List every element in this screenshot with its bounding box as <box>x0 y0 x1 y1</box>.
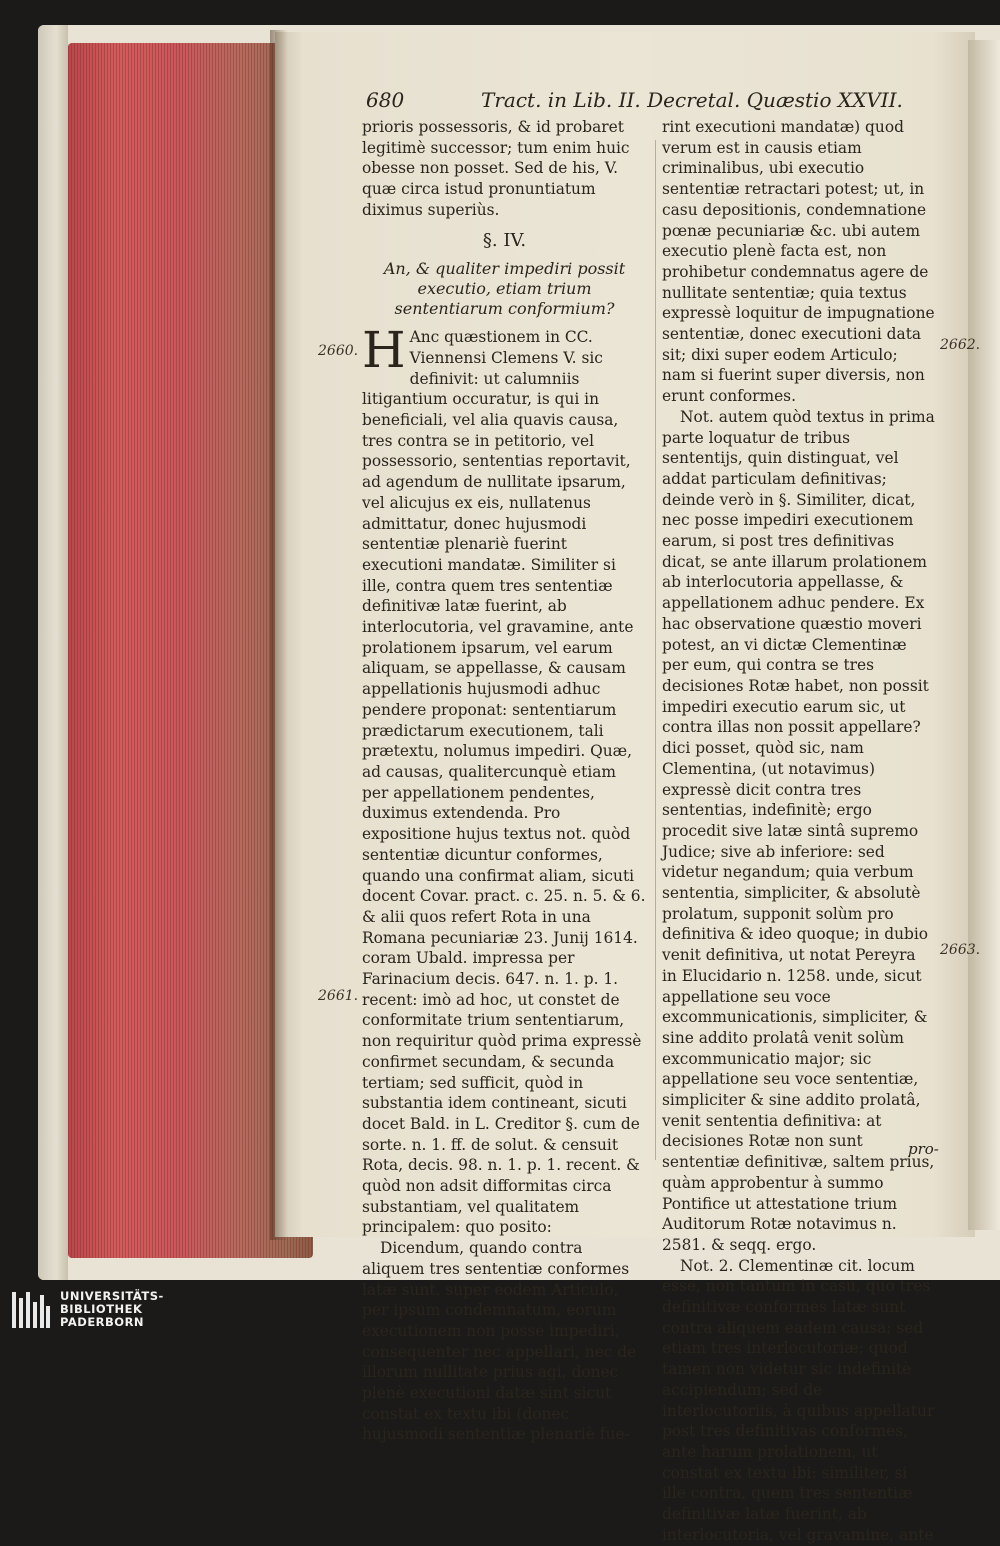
drop-cap: H <box>362 321 406 380</box>
page-number: 680 <box>366 88 405 112</box>
margin-number-2661: 2661. <box>318 988 359 1004</box>
library-logo <box>12 1290 232 1330</box>
section-heading: §. IV. <box>482 229 527 251</box>
margin-number-2663: 2663. <box>940 942 981 958</box>
margin-number-2660: 2660. <box>318 343 359 359</box>
paragraph-2662: Not. autem quòd textus in prima parte loquatur de tribus sententijs, quin distinguat, vel addat particulam definitivas; deinde verò in §. Similiter, dicat, nec posse impediri executionem earum, si post tres definitivas dicat, se ante illarum prolationem ab interlocutoria appellasse, & appellationem adhuc pendere. Ex hac observatione quæstio moveri potest, an vi dictæ Clementinæ per eum, qui contra se tres decisiones Rotæ habet, non possit impediri executio earum sic, ut contra illas non possit appellare? dici posset, quòd sic, nam Clementina, (ut notavimus) expressè dicit contra tres sententias, indefinitè; ergo procedit sive latæ sintâ supremo Judice; sive ab inferiore: sed videtur negandum; quia verbum sententia, simpliciter, & absolutè prolatum, supponit solùm pro definitiva & ideo quoque; in dubio venit definitiva, ut notat Pereyra in Elucidario n. 1258. unde, sicut appellatione seu voce excommunicationis, simpliciter, & sine addito prolatâ venit solùm excommunicatio major; sic appellatione seu voce sententiæ, simpliciter & sine addito prolatâ, venit sententia definitiva: at decisiones Rotæ non sunt sententiæ definitivæ, saltem prius, quàm approbentur à summo Pontifice ut attestatione trium Auditorum Rotæ notavimus n. 2581. & seqq. ergo. <box>662 407 935 1254</box>
right-column <box>662 117 935 1546</box>
paragraph-2661: Dicendum, quando contra aliquem tres sententiæ conformes latæ sunt, super eodem Articulo, per ipsum condemnatum, eorum executionem non posse impediri, consequenter nec appellari, nec de illorum nullitate prius agi, donec plenè executioni datæ sint sicut constat ex textu ibi (donec hujusmodi sententiæ plenariè fue- <box>362 1239 637 1444</box>
paragraph-2660-text: Anc quæstionem in CC. Viennensi Clemens V. sic definivit: ut calumniis litigantium occuratur, is qui in beneficiali, vel alia quavis causa, tres contra se in petitorio, vel possessorio, sententias reportavit, ad agendum de nullitate ipsarum, vel alicujus ex eis, nullatenus admittatur, donec hujusmodi sententiæ plenariè fuerint executioni mandatæ. Similiter si ille, contra quem tres sententiæ definitivæ latæ fuerint, ab interlocutoria, vel gravamine, ante prolationem ipsarum, vel earum aliquam, se appellasse, & causam appellationis hujusmodi adhuc pendere proponat: sententiarum prædictarum executionem, tali prætextu, nolumus impediri. Quæ, ad causas, qualitercunquè etiam per appellationem pendentes, duximus extendenda. Pro expositione hujus textus not. quòd sententiæ dicuntur conformes, quando una confirmat aliam, sicuti docent Covar. pract. c. 25. n. 5. & 6. & alii quos refert Rota in una Romana pecuniariæ 23. Junij 1614. coram Ubald. impressa per Farinacium decis. 647. n. 1. p. 1. recent: imò ad hoc, ut constet de conformitate trium sententiarum, non requiritur quòd prima expressè confirmet secundam, & secunda tertiam; sed sufficit, quòd in substantia idem contineant, sicuti docet Bald. in L. Creditor §. cum de sorte. n. 1. ff. de solut. & censuit Rota, decis. 98. n. 1. p. 1. recent. & quòd non adsit difformitas circa substantiam, vel qualitatem principalem: quo posito: <box>362 328 646 1237</box>
intro-paragraph: prioris possessoris, & id probaret legitimè successor; tum enim huic obesse non posset. Sed de his, V. quæ circa istud pronuntiatum diximus superiùs. <box>362 118 630 219</box>
left-column <box>362 117 647 1445</box>
paragraph-2660 <box>362 321 647 1238</box>
margin-number-2662: 2662. <box>940 337 981 353</box>
right-paragraph-1: rint executioni mandatæ) quod verum est in causis etiam criminalibus, ubi executio sententiæ retractari potest; ut, in casu depositionis, condemnatione pœnæ pecuniariæ &c. ubi autem executio plenè facta est, non prohibetur condemnatus agere de nullitate sententiæ; quia textus expressè loquitur de impugnatione sententiæ, donec executioni data sit; dixi super eodem Articulo; nam si fuerint super diversis, non erunt conformes. <box>662 118 935 406</box>
paragraph-2663: Not. 2. Clementinæ cit. locum esse, non tantum in casu, quo tres definitivæ conformes latæ sunt contra aliquem eadem causa; sed etiam tres interlocutoriæ; quod tamen non videtur sic indefinitè accipiendum; sed de interlocutoriis, à quibus appellatur post tres definitivas conformes, ante harum prolationem, ut constat ex textu ibi: similiter, si ille contra, quem tres sententiæ definitivæ latæ fuerint, ab interlocutoria, vel gravamine, ante <box>662 1256 935 1544</box>
facing-page-edge <box>968 40 1000 1230</box>
library-logo-icon <box>12 1292 50 1328</box>
gutter-shadow <box>270 30 288 1240</box>
binding-edge <box>38 25 68 1280</box>
library-logo-text: UNIVERSITÄTS- BIBLIOTHEK PADERBORN <box>60 1289 164 1329</box>
column-rule <box>655 140 656 1160</box>
running-title: Tract. in Lib. II. Decretal. Quæstio XXVII. <box>481 88 903 112</box>
question-heading: An, & qualiter impediri possit executio, etiam trium sententiarum conformium? <box>383 259 626 319</box>
catchword: pro- <box>908 1140 939 1158</box>
